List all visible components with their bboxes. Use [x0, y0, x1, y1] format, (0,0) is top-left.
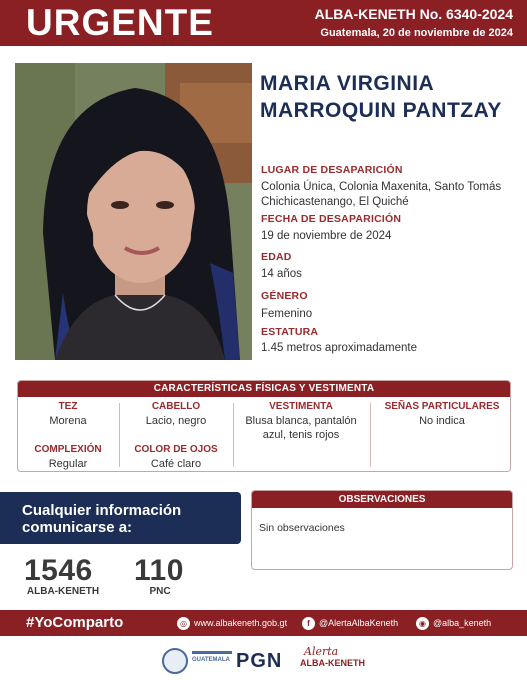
senas-label: SEÑAS PARTICULARES: [384, 401, 500, 412]
eye-color-value: Café claro: [150, 458, 202, 470]
place-label: LUGAR DE DESAPARICIÓN: [261, 164, 403, 176]
observations-title: OBSERVACIONES: [252, 491, 512, 508]
cabello-value: Lacio, negro: [145, 415, 207, 427]
pgn-logo: PGN: [236, 650, 283, 672]
alba-keneth-label: ALBA-KENETH: [26, 586, 100, 597]
instagram-link[interactable]: [416, 616, 491, 630]
column-divider: [233, 403, 234, 467]
observations-text: Sin observaciones: [259, 522, 345, 534]
hashtag: #YoComparto: [26, 614, 124, 631]
date-label: FECHA DE DESAPARICIÓN: [261, 213, 402, 225]
footer-bar: [0, 610, 527, 636]
height-label: ESTATURA: [261, 326, 319, 338]
tez-label: TEZ: [58, 401, 78, 412]
tez-column: [18, 401, 118, 470]
contact-banner: [0, 492, 241, 544]
characteristics-box: [17, 380, 511, 472]
senas-column: [372, 401, 511, 467]
facebook-link[interactable]: [302, 616, 398, 630]
complexion-value: Regular: [48, 458, 88, 470]
pnc-number: 110: [134, 554, 184, 587]
instagram-text: @alba_keneth: [433, 618, 492, 628]
complexion-label: COMPLEXIÓN: [34, 444, 102, 455]
facebook-text: @AlertaAlbaKeneth: [319, 618, 399, 628]
guatemala-logo-text: GUATEMALA: [192, 657, 230, 663]
website-link[interactable]: [177, 616, 287, 630]
person-name: MARIA VIRGINIA MARROQUIN PANTZAY: [260, 72, 502, 122]
cabello-column: [120, 401, 232, 470]
alert-date: Guatemala, 20 de noviembre de 2024: [320, 27, 513, 39]
vestimenta-value: Blusa blanca, pantalón azul, tenis rojos: [245, 415, 357, 441]
observations-box: [251, 490, 513, 570]
logos-row: [0, 642, 527, 680]
age-value: 14 años: [261, 268, 302, 280]
vestimenta-column: [236, 401, 366, 467]
guatemala-seal-icon: [162, 648, 188, 674]
date-value: 19 de noviembre de 2024: [261, 230, 392, 242]
portrait-illustration: [15, 63, 252, 360]
gender-value: Femenino: [261, 308, 313, 320]
senas-value: No indica: [419, 415, 465, 427]
header-banner: [0, 0, 527, 46]
vestimenta-label: VESTIMENTA: [269, 401, 333, 412]
facebook-icon: f: [302, 617, 315, 630]
place-value: Colonia Única, Colonia Maxenita, Santo Tomás Chichicastenango, El Quiché: [261, 181, 502, 208]
height-value: 1.45 metros aproximadamente: [261, 342, 417, 354]
alerta-logo-main: ALBA-KENETH: [300, 658, 365, 668]
globe-icon: ◎: [177, 617, 190, 630]
website-text: www.albakeneth.gob.gt: [194, 618, 288, 628]
eye-color-label: COLOR DE OJOS: [134, 444, 218, 455]
missing-person-photo: [15, 63, 252, 360]
characteristics-title: CARACTERÍSTICAS FÍSICAS Y VESTIMENTA: [18, 381, 510, 397]
age-label: EDAD: [261, 251, 292, 263]
cabello-label: CABELLO: [151, 401, 201, 412]
alerta-logo-script: Alerta: [304, 645, 339, 658]
alba-keneth-number: 1546: [24, 554, 93, 587]
instagram-icon: ◉: [416, 617, 429, 630]
alert-number: ALBA-KENETH No. 6340-2024: [314, 6, 513, 22]
urgent-title: URGENTE: [26, 2, 214, 43]
tez-value: Morena: [49, 415, 87, 427]
gender-label: GÉNERO: [261, 290, 308, 302]
contact-text: Cualquier información comunicarse a:: [22, 502, 182, 536]
pnc-label: PNC: [149, 586, 171, 597]
seal-rule: [192, 651, 232, 654]
column-divider: [370, 403, 371, 467]
